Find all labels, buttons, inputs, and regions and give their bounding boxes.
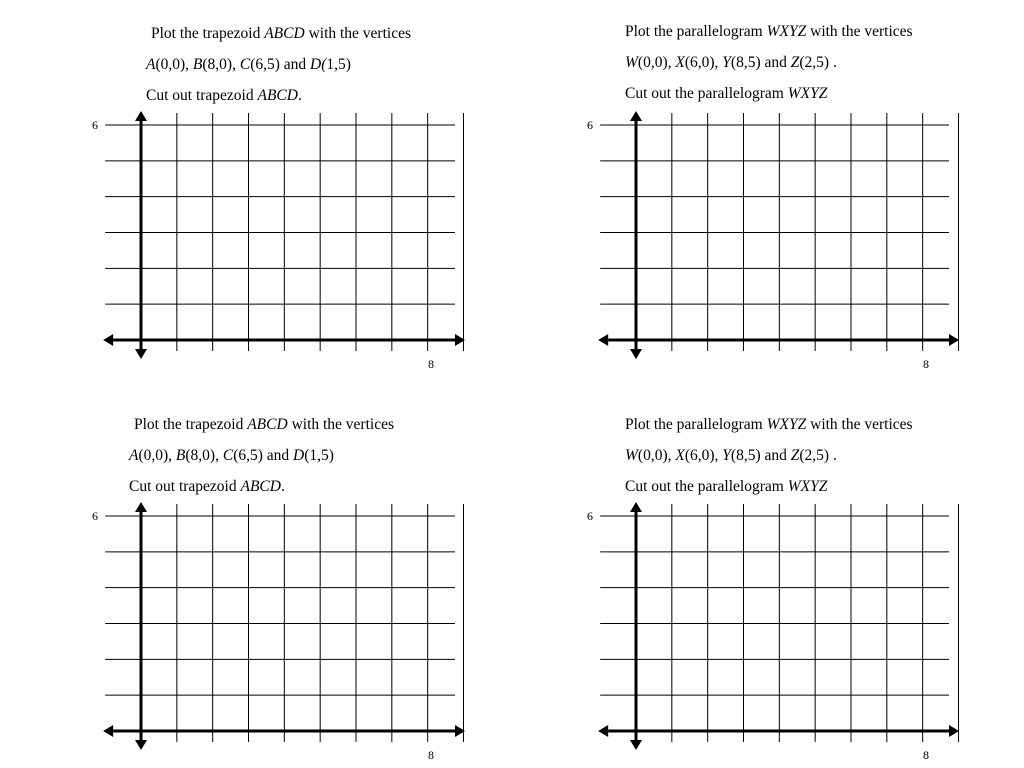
italic-text: ABCD [247,416,288,433]
text-run: (0,0), [637,447,676,464]
italic-text: Z [790,54,800,71]
arrow-down-icon [630,740,642,750]
italic-text: Z [790,447,800,464]
text-run: (8,0), [202,56,240,73]
text-run: . [280,478,285,495]
text-run: with the vertices [806,416,913,433]
text-run: Plot the trapezoid [134,416,248,433]
italic-text: D( [310,56,327,73]
text-run: (6,5) and [250,56,311,73]
text-run: (1,5) [304,447,334,464]
text-run: (2,5) . [799,447,837,464]
italic-text: WXYZ [787,478,828,495]
text-run: Plot the trapezoid [151,25,265,42]
italic-text: ABCD [264,25,305,42]
italic-text: WXYZ [787,85,828,102]
x-axis-max-label: 8 [428,748,434,762]
text-run: (6,0), [684,54,723,71]
x-axis-max-label: 8 [428,357,434,371]
italic-text: A [146,56,156,73]
text-run: Cut out the parallelogram [625,85,788,102]
y-axis-max-label: 6 [92,118,98,132]
text-run: (0,0), [138,447,176,464]
italic-text: C [222,447,234,464]
italic-text: ABCD [240,478,281,495]
text-run: (0,0), [155,56,193,73]
arrow-up-icon [630,502,642,512]
text-run: (0,0), [637,54,676,71]
italic-text: B [175,447,186,464]
italic-text: C [239,56,251,73]
arrow-left-icon [598,725,608,737]
italic-text: WXYZ [766,23,807,40]
italic-text: X [675,54,685,71]
italic-text: D [293,447,305,464]
x-axis-max-label: 8 [923,357,929,371]
y-axis-max-label: 6 [587,509,593,523]
text-run: Plot the parallelogram [625,23,767,40]
text-run: (6,0), [684,447,723,464]
italic-text: W [625,447,638,464]
text-run: 1,5) [326,56,351,73]
text-run: Cut out trapezoid [146,87,258,104]
text-run: with the vertices [287,416,395,433]
text-run: with the vertices [304,25,412,42]
italic-text: ABCD [257,87,298,104]
text-run: (2,5) . [799,54,837,71]
italic-text: Y [722,447,731,464]
x-axis-max-label: 8 [923,748,929,762]
arrow-right-icon [949,725,959,737]
italic-text: W [625,54,638,71]
text-run: (8,5) and [730,54,791,71]
y-axis-max-label: 6 [587,118,593,132]
italic-text: Y [722,54,731,71]
italic-text: WXYZ [766,416,807,433]
italic-text: A [129,447,139,464]
text-run: . [297,87,302,104]
italic-text: X [675,447,685,464]
text-run: (6,5) and [233,447,294,464]
text-run: (8,0), [185,447,223,464]
text-run: Cut out trapezoid [129,478,241,495]
text-run: (8,5) and [730,447,791,464]
italic-text: B [192,56,203,73]
text-run: with the vertices [806,23,913,40]
text-run: Cut out the parallelogram [625,478,788,495]
text-run: Plot the parallelogram [625,416,767,433]
y-axis-max-label: 6 [92,509,98,523]
